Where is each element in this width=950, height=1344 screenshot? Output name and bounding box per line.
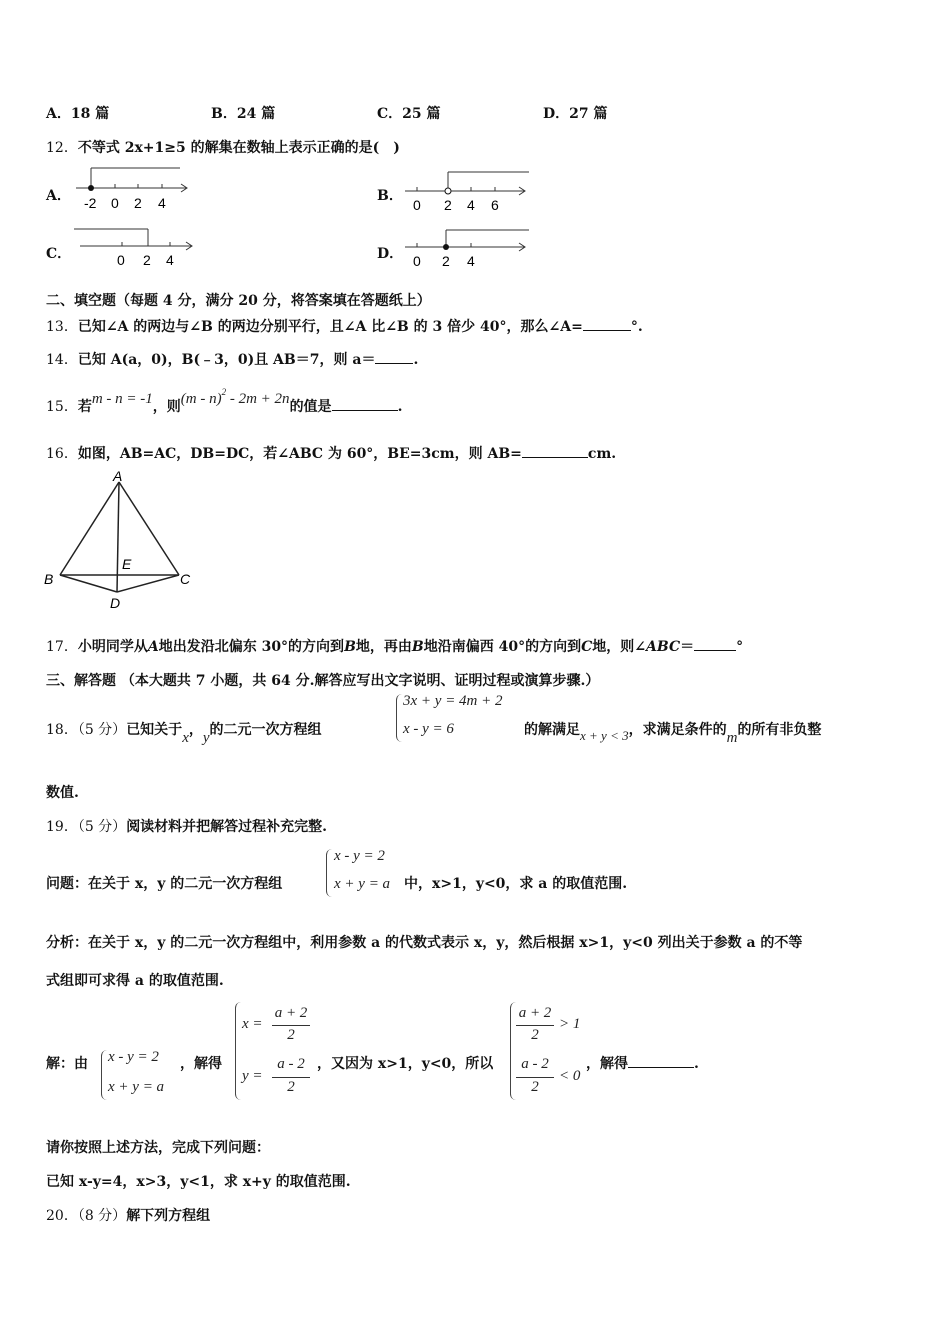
frac-line	[272, 1077, 310, 1078]
point-label-e: E	[122, 556, 132, 572]
point-label-a: A	[113, 468, 123, 484]
tick-label: 4	[467, 253, 475, 269]
q18-eq-1: 3x + y = 4m + 2	[403, 693, 503, 709]
frac-line	[516, 1025, 554, 1026]
tick-label: 0	[413, 197, 421, 213]
tick-label: 2	[442, 253, 450, 269]
y-eq: y =	[242, 1068, 263, 1084]
point-label-c: C	[180, 571, 191, 587]
section-3-heading: 三、解答题 （本大题共 7 小题，共 64 分.解答应写出文字说明、证明过程或演算步骤.）	[46, 673, 600, 689]
point-label-b: B	[44, 571, 54, 587]
q18-line-2: 数值.	[46, 785, 79, 801]
tick-label: 2	[444, 197, 452, 213]
q17: 17．小明同学从A地出发沿北偏东 30°的方向到B地，再由B地沿南偏西 40°的方向到C地，则∠ABC＝ °	[46, 639, 744, 655]
x-num: a + 2	[274, 1005, 308, 1021]
q12-number-line-c	[70, 225, 200, 269]
tick-label: 0	[111, 195, 119, 211]
q11-option-b: B．24 篇	[211, 106, 276, 122]
q19-title: 19．（5 分）阅读材料并把解答过程补充完整.	[46, 819, 328, 835]
q12-number-line-b	[403, 168, 533, 214]
tick-label: 4	[166, 252, 174, 268]
ineq2-den: 2	[531, 1079, 539, 1095]
q14: 14．已知 A(a，0)，B(﹣3，0)且 AB＝7，则 a＝ .	[46, 352, 419, 368]
frac-line	[272, 1025, 310, 1026]
q19-sol-end: ，解得 .	[586, 1056, 699, 1072]
q20: 20．（8 分）解下列方程组	[46, 1208, 211, 1224]
tick-label: 4	[158, 195, 166, 211]
q11-option-a: A．18 篇	[46, 106, 110, 122]
ineq1-den: 2	[531, 1027, 539, 1043]
x-eq: x =	[242, 1016, 263, 1032]
q19-brace-1	[326, 849, 333, 897]
q19-brace-2	[101, 1050, 108, 1100]
q18-brace	[396, 694, 403, 742]
q19-sys-1: x - y = 2	[334, 848, 385, 864]
q19-sol-pre: 解：由	[46, 1056, 88, 1072]
tick-label: 4	[467, 197, 475, 213]
q19-sol-sys-1: x - y = 2	[108, 1049, 159, 1065]
q19-follow-1: 请你按照上述方法，完成下列问题：	[46, 1140, 270, 1156]
q18-line-1: 18．（5 分）已知关于x，y的二元一次方程组	[46, 722, 322, 746]
tick-label: 0	[117, 252, 125, 268]
q19-problem-pre: 问题：在关于 x，y 的二元一次方程组	[46, 876, 283, 892]
q18-line-1b: 的解满足x + y < 3，求满足条件的m的所有非负整	[524, 722, 822, 746]
tick-label: 2	[143, 252, 151, 268]
y-num: a - 2	[277, 1056, 305, 1072]
q19-sol-mid-2: ，又因为 x>1，y<0，所以	[317, 1056, 494, 1072]
q19-sol-mid-1: ，解得	[180, 1056, 222, 1072]
q11-option-d: D．27 篇	[543, 106, 608, 122]
ineq2-rel: < 0	[559, 1068, 581, 1084]
q11-option-c: C．25 篇	[377, 106, 441, 122]
tick-label: 0	[413, 253, 421, 269]
q19-sol-sys-2: x + y = a	[108, 1079, 165, 1095]
q18-eq-2: x - y = 6	[403, 721, 454, 737]
x-den: 2	[287, 1027, 295, 1043]
q19-analysis-1: 分析：在关于 x，y 的二元一次方程组中，利用参数 a 的代数式表示 x，y，然后根据 x>1，y<0 列出关于参数 a 的不等	[46, 935, 803, 951]
section-2-heading: 二、填空题（每题 4 分，满分 20 分，将答案填在答题纸上）	[46, 293, 431, 309]
tick-label: -2	[84, 195, 97, 211]
tick-label: 6	[491, 197, 499, 213]
ineq1-num: a + 2	[518, 1005, 552, 1021]
ineq1-rel: > 1	[559, 1016, 581, 1032]
ineq2-num: a - 2	[521, 1056, 549, 1072]
q19-sys-2: x + y = a	[334, 876, 391, 892]
q12-stem: 12．不等式 2x+1≥5 的解集在数轴上表示正确的是( )	[46, 140, 400, 156]
q19-problem-post: 中，x>1，y<0，求 a 的取值范围.	[404, 876, 628, 892]
q12-number-line-d	[403, 226, 533, 270]
q16: 16．如图，AB=AC，DB=DC，若∠ABC 为 60°，BE=3cm，则 AB= cm.	[46, 446, 617, 462]
q19-follow-2: 已知 x-y=4，x>3，y<1，求 x+y 的取值范围.	[46, 1174, 351, 1190]
q16-figure	[40, 468, 200, 613]
q19-analysis-2: 式组即可求得 a 的取值范围.	[46, 973, 224, 989]
tick-label: 2	[134, 195, 142, 211]
y-den: 2	[287, 1079, 295, 1095]
frac-line	[516, 1077, 554, 1078]
q15: 15．若m - n = -1，则(m - n)$^2$ - 2m + 2n的值是 .	[46, 387, 403, 415]
q12-label-a: A．	[46, 188, 71, 204]
q12-label-c: C．	[46, 246, 72, 262]
q12-label-b: B．	[377, 188, 403, 204]
q12-label-d: D．	[377, 246, 404, 262]
q12-number-line-a	[70, 163, 195, 215]
q13: 13．已知∠A 的两边与∠B 的两边分别平行，且∠A 比∠B 的 3 倍少 40°，那么∠A= °.	[46, 319, 643, 335]
point-label-d: D	[110, 595, 121, 611]
q19-brace-3	[235, 1002, 242, 1100]
